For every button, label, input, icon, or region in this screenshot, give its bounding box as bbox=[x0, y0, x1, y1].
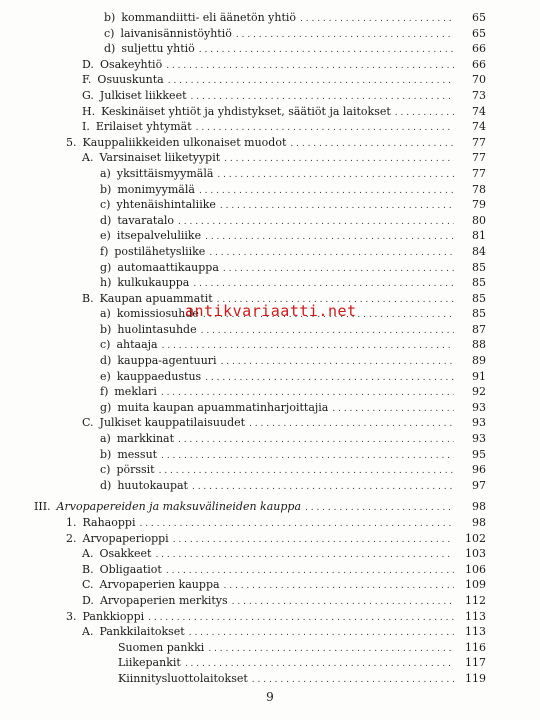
toc-entry-title: huutokaupat bbox=[117, 478, 188, 492]
toc-entry bbox=[0, 609, 540, 625]
toc-entry bbox=[0, 462, 540, 478]
toc-entry-page: 77 bbox=[472, 151, 486, 165]
toc-entry-title: automaattikauppa bbox=[117, 260, 219, 274]
watermark: antikvariaatti.net bbox=[185, 302, 357, 320]
toc-entry-marker: a) bbox=[100, 166, 111, 180]
toc-entry bbox=[0, 353, 540, 369]
toc-entry-marker: C. bbox=[82, 578, 94, 592]
toc-entry-marker: d) bbox=[100, 354, 112, 368]
toc-entry-page: 97 bbox=[472, 478, 486, 492]
toc-entry-marker: g) bbox=[100, 260, 112, 274]
toc-entry-marker: D. bbox=[82, 593, 94, 607]
toc-entry-marker: d) bbox=[100, 478, 112, 492]
toc-entry-marker: f) bbox=[100, 244, 109, 258]
toc-entry-page: 79 bbox=[472, 198, 486, 212]
toc-entry-title: Keskinäiset yhtiöt ja yhdistykset, säätiöt ja laitokset bbox=[101, 104, 391, 118]
toc-entry-page: 96 bbox=[472, 463, 486, 477]
toc-entry-page: 98 bbox=[472, 516, 486, 529]
toc-entry bbox=[0, 655, 540, 671]
toc-entry-page: 87 bbox=[472, 322, 486, 336]
toc-entry-marker: a) bbox=[100, 307, 111, 321]
toc-entry-page: 116 bbox=[465, 640, 486, 654]
toc-entry-marker: B. bbox=[82, 291, 94, 305]
toc-entry bbox=[0, 88, 540, 104]
toc-entry-page: 85 bbox=[472, 260, 486, 274]
toc-entry-page: 119 bbox=[465, 671, 486, 685]
toc-entry bbox=[0, 104, 540, 120]
toc-entry-marker: b) bbox=[100, 322, 112, 336]
toc-entry-title: Kauppaliikkeiden ulkonaiset muodot bbox=[82, 135, 287, 149]
toc-entry bbox=[0, 562, 540, 578]
toc-entry bbox=[0, 640, 540, 656]
toc-entry-marker: H. bbox=[82, 104, 96, 118]
toc-entry bbox=[0, 228, 540, 244]
toc-entry bbox=[0, 400, 540, 416]
toc-entry-title: suljettu yhtiö bbox=[121, 42, 195, 56]
toc-entry bbox=[0, 431, 540, 447]
toc-entry-title: Osakeyhtiö bbox=[99, 57, 163, 71]
table-of-contents bbox=[0, 10, 540, 687]
toc-entry-marker: 1. bbox=[66, 516, 77, 529]
toc-entry-title: Pankkilaitokset bbox=[99, 625, 185, 639]
toc-entry-title: Arvopaperien merkitys bbox=[99, 593, 228, 607]
toc-entry bbox=[0, 26, 540, 42]
toc-entry-page: 65 bbox=[472, 26, 486, 40]
toc-entry-page: 78 bbox=[472, 182, 486, 196]
toc-entry-title: kulkukauppa bbox=[117, 276, 190, 290]
toc-entry-title: muita kaupan apuammatinharjoittajia bbox=[117, 400, 329, 414]
toc-entry-title: Julkiset liikkeet bbox=[99, 88, 187, 102]
toc-entry-page: 77 bbox=[472, 135, 486, 149]
toc-entry-page: 70 bbox=[472, 73, 486, 87]
toc-entry-page: 88 bbox=[472, 338, 486, 352]
toc-entry bbox=[0, 447, 540, 463]
toc-entry-title: pörssit bbox=[116, 463, 155, 477]
toc-entry-title: kauppaedustus bbox=[116, 369, 202, 383]
toc-entry-page: 113 bbox=[465, 609, 486, 623]
toc-entry-title: Arvopaperioppi bbox=[82, 531, 169, 545]
toc-entry-title: huolintasuhde bbox=[117, 322, 197, 336]
toc-entry-marker: a) bbox=[100, 432, 111, 446]
toc-entry-page: 98 bbox=[472, 500, 486, 514]
toc-entry bbox=[0, 150, 540, 166]
toc-entry bbox=[0, 244, 540, 260]
toc-entry-marker: C. bbox=[82, 416, 94, 430]
toc-entry bbox=[0, 515, 540, 531]
toc-entry-page: 81 bbox=[472, 229, 486, 243]
toc-entry-marker: 5. bbox=[66, 135, 77, 149]
toc-entry-title: yksittäismyymälä bbox=[116, 166, 214, 180]
toc-entry-marker: b) bbox=[100, 447, 112, 461]
toc-entry-title: meklari bbox=[114, 385, 157, 399]
toc-entry-page: 102 bbox=[465, 531, 486, 545]
toc-entry bbox=[0, 369, 540, 385]
toc-entry-page: 93 bbox=[472, 400, 486, 414]
toc-entry bbox=[0, 593, 540, 609]
toc-entry-marker: c) bbox=[100, 463, 111, 477]
toc-entry bbox=[0, 322, 540, 338]
toc-entry bbox=[0, 415, 540, 431]
dot-leader bbox=[252, 673, 454, 689]
toc-entry-marker: c) bbox=[100, 198, 111, 212]
toc-entry-page: 77 bbox=[472, 166, 486, 180]
toc-entry-title: monimyymälä bbox=[117, 182, 195, 196]
toc-entry-title: Osakkeet bbox=[99, 547, 152, 561]
toc-entry-marker: A. bbox=[82, 625, 94, 639]
toc-entry-page: 66 bbox=[472, 57, 486, 71]
toc-entry-page: 109 bbox=[465, 578, 486, 592]
toc-entry-title: Kaupan apuammatit bbox=[99, 291, 213, 305]
toc-entry bbox=[0, 166, 540, 182]
toc-entry bbox=[0, 499, 540, 515]
toc-entry bbox=[0, 337, 540, 353]
toc-entry bbox=[0, 119, 540, 135]
toc-entry-title: kommandiitti- eli äänetön yhtiö bbox=[121, 11, 297, 24]
toc-entry-marker: f) bbox=[100, 385, 109, 399]
toc-entry bbox=[0, 275, 540, 291]
toc-entry-marker: D. bbox=[82, 57, 94, 71]
toc-entry-title: postilähetysliike bbox=[114, 244, 206, 258]
toc-entry-page: 84 bbox=[472, 244, 486, 258]
toc-entry-page: 85 bbox=[472, 276, 486, 290]
toc-entry-page: 95 bbox=[472, 447, 486, 461]
toc-entry-title: Arvopaperien kauppa bbox=[99, 578, 220, 592]
toc-entry-marker: A. bbox=[82, 151, 94, 165]
toc-entry-marker: d) bbox=[100, 213, 112, 227]
toc-entry bbox=[0, 213, 540, 229]
toc-entry-title: laivanisännistöyhtiö bbox=[120, 26, 232, 40]
toc-entry-marker: d) bbox=[104, 42, 116, 56]
toc-entry-page: 106 bbox=[465, 562, 486, 576]
toc-entry-marker: e) bbox=[100, 229, 111, 243]
toc-entry-marker: g) bbox=[100, 400, 112, 414]
toc-entry-title: Varsinaiset liiketyypit bbox=[99, 151, 221, 165]
toc-entry-title: Kiinnitysluottolaitokset bbox=[118, 671, 248, 685]
toc-entry-page: 117 bbox=[465, 656, 486, 670]
toc-entry-marker: A. bbox=[82, 547, 94, 561]
toc-entry-marker: I. bbox=[82, 120, 90, 134]
toc-entry-title: Julkiset kauppatilaisuudet bbox=[99, 416, 246, 430]
toc-entry bbox=[0, 531, 540, 547]
toc-entry-page: 89 bbox=[472, 354, 486, 368]
toc-entry bbox=[0, 546, 540, 562]
toc-entry-page: 93 bbox=[472, 432, 486, 446]
toc-entry-title: tavaratalo bbox=[117, 213, 175, 227]
toc-entry-title: Osuuskunta bbox=[97, 73, 164, 87]
toc-entry-page: 66 bbox=[472, 42, 486, 56]
toc-entry-marker: b) bbox=[104, 11, 116, 24]
toc-entry-title: messut bbox=[117, 447, 158, 461]
toc-entry bbox=[0, 478, 540, 494]
toc-entry-page: 74 bbox=[472, 104, 486, 118]
toc-entry-marker: B. bbox=[82, 562, 94, 576]
toc-entry-title: Rahaoppi bbox=[82, 516, 136, 529]
toc-entry-title: kauppa-agentuuri bbox=[117, 354, 217, 368]
toc-entry-page: 112 bbox=[465, 593, 486, 607]
toc-entry bbox=[0, 135, 540, 151]
toc-entry-marker: c) bbox=[100, 338, 111, 352]
toc-entry-marker: h) bbox=[100, 276, 112, 290]
toc-entry-page: 74 bbox=[472, 120, 486, 134]
toc-entry-title: Erilaiset yhtymät bbox=[95, 120, 192, 134]
toc-entry-marker: 3. bbox=[66, 609, 77, 623]
toc-entry-title: Suomen pankki bbox=[118, 640, 205, 654]
toc-entry-marker: b) bbox=[100, 182, 112, 196]
toc-entry bbox=[0, 384, 540, 400]
toc-entry-marker: c) bbox=[104, 26, 115, 40]
toc-entry-page: 73 bbox=[472, 88, 486, 102]
toc-entry-page: 80 bbox=[472, 213, 486, 227]
toc-entry bbox=[0, 671, 540, 687]
toc-entry-title: komissiosuhde bbox=[116, 307, 199, 321]
toc-entry-title: markkinat bbox=[116, 432, 175, 446]
toc-entry bbox=[0, 182, 540, 198]
toc-entry-page: 65 bbox=[472, 11, 486, 24]
toc-entry bbox=[0, 577, 540, 593]
toc-entry bbox=[0, 57, 540, 73]
dot-leader bbox=[192, 480, 454, 496]
toc-entry-page: 85 bbox=[472, 291, 486, 305]
toc-entry-title: ahtaaja bbox=[116, 338, 158, 352]
toc-entry bbox=[0, 624, 540, 640]
toc-entry bbox=[0, 72, 540, 88]
toc-entry-marker: III. bbox=[34, 500, 51, 514]
toc-entry bbox=[0, 260, 540, 276]
toc-entry-page: 93 bbox=[472, 416, 486, 430]
toc-entry-page: 92 bbox=[472, 385, 486, 399]
toc-entry bbox=[0, 10, 540, 26]
toc-entry-page: 103 bbox=[465, 547, 486, 561]
toc-entry-title: yhtenäishintaliike bbox=[116, 198, 216, 212]
toc-entry-title: Liikepankit bbox=[118, 656, 181, 670]
toc-entry-marker: F. bbox=[82, 73, 92, 87]
toc-entry-title: Arvopapereiden ja maksuvälineiden kauppa bbox=[56, 500, 302, 514]
toc-entry bbox=[0, 41, 540, 57]
toc-entry-marker: 2. bbox=[66, 531, 77, 545]
toc-entry-title: Pankkioppi bbox=[82, 609, 145, 623]
toc-entry bbox=[0, 197, 540, 213]
toc-entry-title: Obligaatiot bbox=[99, 562, 162, 576]
toc-entry-title: itsepalveluliike bbox=[116, 229, 202, 243]
page-number: 9 bbox=[266, 690, 274, 704]
toc-entry-page: 85 bbox=[472, 307, 486, 321]
toc-entry-page: 91 bbox=[472, 369, 486, 383]
toc-entry-marker: G. bbox=[82, 88, 94, 102]
toc-entry-marker: e) bbox=[100, 369, 111, 383]
toc-entry-page: 113 bbox=[465, 625, 486, 639]
